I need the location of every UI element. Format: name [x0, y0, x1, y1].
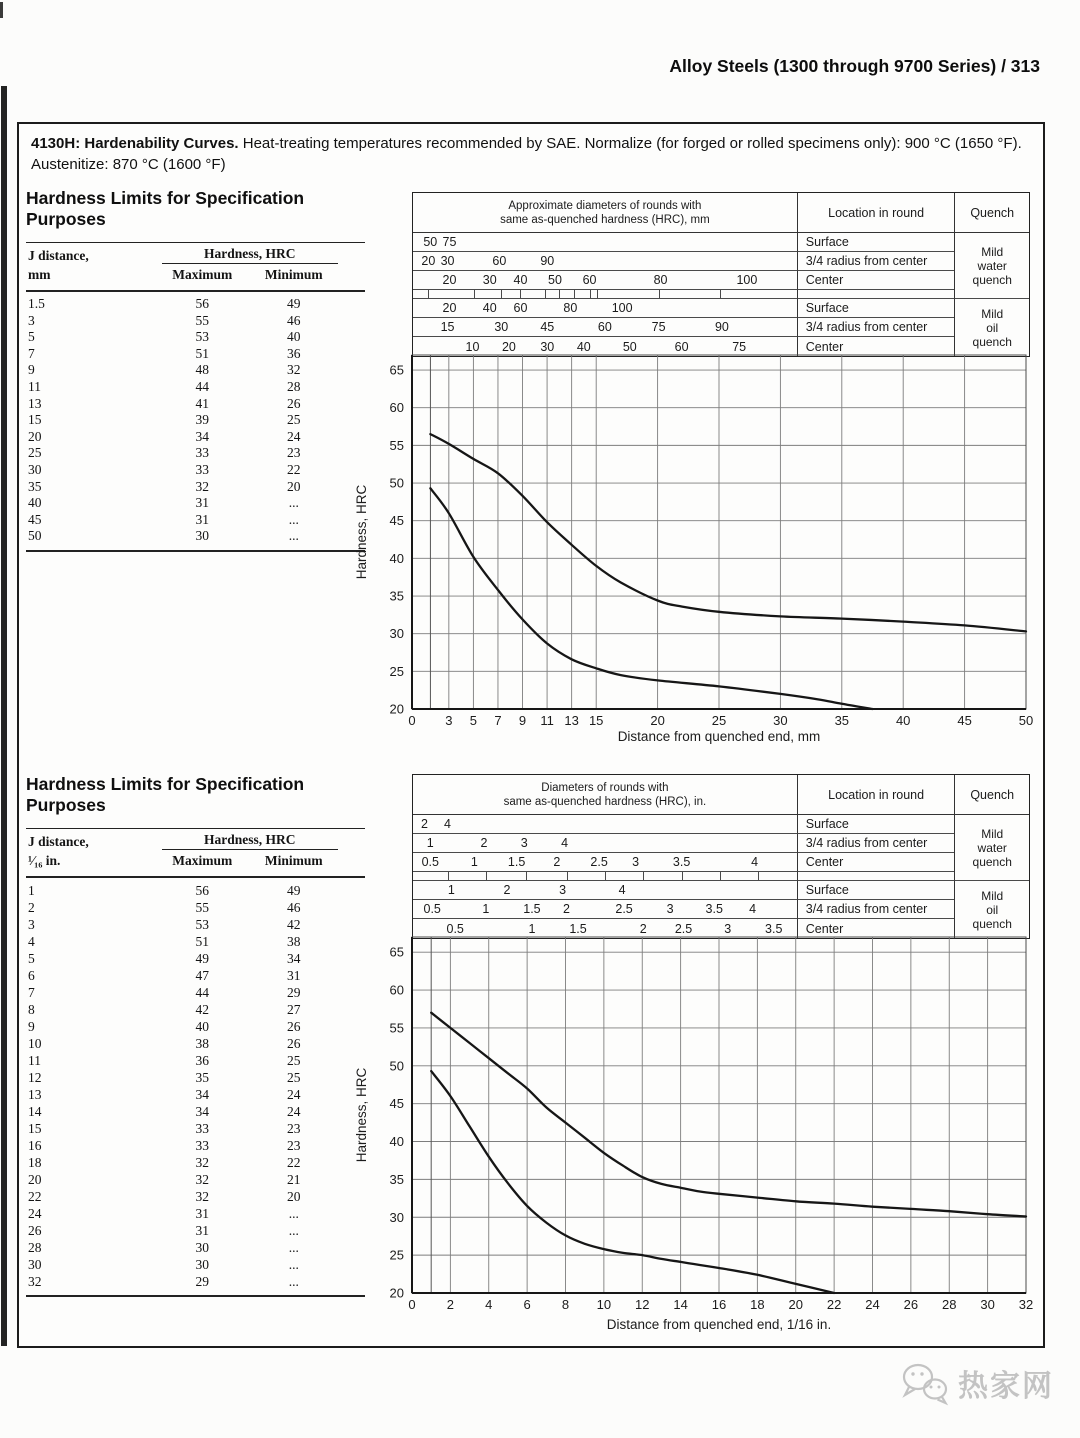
- diameter-value: 60: [492, 254, 507, 268]
- diameter-value: 60: [597, 320, 612, 334]
- x-tick-label: 25: [711, 713, 727, 728]
- x-tick-label: 22: [826, 1297, 842, 1312]
- x-tick-label: 20: [788, 1297, 803, 1312]
- diameter-value: 3.5: [765, 921, 783, 936]
- spec-table-row: 3 53 42: [28, 917, 301, 932]
- y-tick-label: 65: [389, 944, 404, 960]
- col-group-hardness: Hardness, HRC: [162, 246, 338, 264]
- spec-table-row: 2 55 46: [28, 900, 301, 915]
- diameter-value: 3.5: [705, 902, 723, 916]
- diameter-scale-row: [413, 271, 797, 290]
- figure-title-description: Heat-treating temperatures recommended by SAE. Normalize (for forged or rolled specimens only): 900 °C (1650 °F). Austenitize: 870 °C (1600 °F): [31, 135, 1022, 173]
- col-header-unit: mm: [28, 267, 51, 282]
- scale-table-in: [412, 774, 1030, 939]
- x-axis-title: Distance from quenched end, mm: [617, 729, 821, 744]
- location-label: Surface: [797, 815, 955, 834]
- diameter-value: 90: [714, 320, 729, 334]
- diameter-value: 4: [751, 855, 759, 869]
- x-tick-label: 10: [596, 1297, 612, 1312]
- location-label: Surface: [797, 299, 955, 318]
- diameter-value: 30: [540, 339, 555, 354]
- diameter-value: 45: [540, 320, 555, 334]
- location-label: Surface: [797, 233, 955, 252]
- spec-table-row: 13 41 26: [28, 395, 301, 411]
- maximum-curve: [430, 434, 1026, 631]
- diameter-value: 2.5: [674, 921, 693, 936]
- diameter-value: 30: [494, 320, 509, 334]
- location-label: Center: [797, 919, 955, 938]
- water-quench-label: Mild water quench: [954, 815, 1029, 881]
- diameter-value: 2: [553, 855, 561, 869]
- diameters-header: Diameters of rounds with same as-quenched hardness (HRC), in.: [413, 775, 797, 815]
- col-header-maximum: Maximum: [172, 853, 233, 868]
- spec-table-header: [26, 243, 365, 292]
- y-tick-label: 55: [389, 437, 404, 453]
- spec-table-row: 12 35 25: [28, 1070, 301, 1085]
- diameter-value: 4: [561, 836, 569, 850]
- diameter-value: 20: [501, 339, 516, 354]
- spec-table-row: 9 40 26: [28, 1019, 301, 1034]
- spec-table-row: 15 33 23: [28, 1121, 301, 1136]
- x-tick-label: 6: [523, 1297, 531, 1312]
- diameter-value: 100: [611, 301, 633, 315]
- diameter-value: 2: [563, 902, 570, 916]
- x-tick-label: 28: [942, 1297, 957, 1312]
- location-header: Location in round: [797, 775, 955, 815]
- col-header-jdistance: J distance,: [28, 834, 89, 849]
- diameter-value: 2.5: [615, 902, 633, 916]
- y-axis-title: Hardness, HRC: [354, 1067, 369, 1163]
- diameter-value: 4: [444, 817, 452, 831]
- spec-table-row: 9 48 32: [28, 362, 301, 378]
- hardenability-chart-mm: [350, 347, 1046, 751]
- spec-table-row: 30 30 ...: [28, 1257, 299, 1272]
- diameter-scale-row: [413, 834, 797, 853]
- figure-title-designation: 4130H: Hardenability Curves.: [31, 135, 239, 152]
- y-tick-label: 50: [389, 1058, 404, 1074]
- y-tick-label: 50: [389, 475, 404, 491]
- y-tick-label: 30: [389, 626, 404, 642]
- location-header: Location in round: [797, 193, 955, 233]
- diameter-value: 2: [480, 836, 488, 850]
- diameter-scale-row: [413, 881, 797, 900]
- diameter-value: 50: [423, 235, 438, 249]
- diameters-header: Approximate diameters of rounds with same as-quenched hardness (HRC), mm: [413, 193, 797, 233]
- y-tick-label: 25: [389, 1247, 404, 1263]
- x-tick-label: 11: [540, 713, 554, 728]
- y-tick-label: 65: [389, 362, 404, 378]
- x-tick-label: 15: [588, 713, 604, 728]
- oil-quench-label: Mild oil quench: [954, 299, 1029, 356]
- diameter-value: 30: [440, 254, 455, 268]
- spec-table-row: 26 31 ...: [28, 1223, 299, 1238]
- spec-table-row: 5 53 40: [28, 329, 301, 345]
- location-label: 3/4 radius from center: [797, 252, 955, 271]
- col-group-hardness: Hardness, HRC: [162, 832, 338, 850]
- x-tick-label: 40: [895, 713, 911, 728]
- spec-table-row: 20 34 24: [28, 428, 301, 444]
- quench-header: Quench: [954, 775, 1029, 815]
- spec-table-row: 22 32 20: [28, 1189, 301, 1204]
- spec-table-row: 35 32 20: [28, 478, 301, 494]
- diameter-value: 1: [426, 836, 434, 850]
- spec-heading-in: Hardness Limits for Specification Purposes: [26, 774, 305, 815]
- spec-table-row: 1.5 56 49: [28, 296, 301, 311]
- diameter-value: 2: [421, 817, 428, 831]
- diameter-value: 60: [582, 273, 597, 287]
- spec-table-row: 14 34 24: [28, 1104, 301, 1119]
- figure-box: [17, 122, 1045, 1348]
- y-tick-label: 20: [389, 701, 404, 717]
- diameter-value: 40: [576, 339, 591, 354]
- spec-table-row: 40 31 ...: [28, 495, 299, 511]
- col-header-unit: ¹⁄₁₆ in.: [28, 853, 61, 868]
- x-tick-label: 13: [564, 713, 579, 728]
- ruler-spacer: [797, 872, 955, 881]
- y-tick-label: 40: [389, 550, 404, 566]
- spec-table-row: 32 29 ...: [28, 1274, 299, 1289]
- location-label: 3/4 radius from center: [797, 900, 955, 919]
- diameter-value: 60: [513, 301, 528, 315]
- y-tick-label: 35: [389, 588, 404, 604]
- diameter-value: 3.5: [672, 855, 691, 869]
- chat-bubbles-icon: [898, 1360, 952, 1406]
- col-header-minimum: Minimum: [264, 853, 323, 868]
- location-label: 3/4 radius from center: [797, 318, 955, 337]
- y-tick-label: 25: [389, 663, 404, 679]
- diameter-value: 50: [548, 273, 562, 287]
- spec-table-row: 24 31 ...: [28, 1206, 299, 1221]
- scale-ruler: [413, 872, 797, 881]
- diameter-scale-row: [413, 299, 797, 318]
- diameter-scale-row: [413, 252, 797, 271]
- scan-corner-mark: [0, 2, 3, 18]
- spec-table-row: 16 33 23: [28, 1138, 301, 1153]
- x-tick-label: 26: [903, 1297, 919, 1312]
- oil-quench-label: Mild oil quench: [954, 881, 1029, 938]
- diameter-value: 3: [666, 902, 674, 916]
- diameter-scale-row: [413, 318, 797, 337]
- maximum-curve: [431, 1013, 1026, 1217]
- col-header-jdistance: J distance,: [28, 248, 89, 263]
- hardenability-chart-in: [350, 931, 1046, 1343]
- watermark: [898, 1360, 1054, 1406]
- x-tick-label: 0: [408, 1297, 416, 1312]
- diameter-value: 2: [503, 883, 511, 897]
- diameter-scale-row: [413, 900, 797, 919]
- watermark-text: 热家网: [958, 1370, 1054, 1403]
- diameter-value: 3: [632, 855, 640, 869]
- diameter-value: 2: [639, 921, 647, 936]
- x-axis-title: Distance from quenched end, 1/16 in.: [606, 1317, 832, 1332]
- spec-table-row: 8 42 27: [28, 1002, 301, 1017]
- minimum-curve: [431, 1071, 834, 1293]
- diameter-value: 1: [528, 921, 536, 936]
- spec-table-row: 18 32 22: [28, 1155, 301, 1170]
- spec-table-row: 10 38 26: [28, 1036, 301, 1051]
- diameter-value: 0.5: [423, 902, 441, 916]
- spec-table-row: 11 44 28: [28, 378, 301, 394]
- spec-table-row: 50 30 ...: [28, 528, 299, 544]
- spec-table-row: 13 34 24: [28, 1087, 301, 1102]
- spec-table-row: 1 56 49: [28, 883, 301, 898]
- scan-edge-artifact: [1, 86, 7, 1346]
- spec-table-row: 3 55 46: [28, 312, 301, 328]
- spec-table-row: 15 39 25: [28, 412, 301, 428]
- diameter-value: 40: [482, 301, 497, 315]
- spec-heading-mm: Hardness Limits for Specification Purposes: [26, 188, 305, 229]
- y-tick-label: 60: [389, 400, 404, 416]
- diameter-value: 1: [482, 902, 490, 916]
- y-tick-label: 45: [389, 1096, 404, 1112]
- location-label: 3/4 radius from center: [797, 834, 955, 853]
- spec-table-row: 30 33 22: [28, 461, 301, 477]
- spec-table-in: [26, 828, 365, 1297]
- location-label: Center: [797, 271, 955, 290]
- x-tick-label: 32: [1018, 1297, 1034, 1312]
- diameter-value: 4: [618, 883, 626, 897]
- spec-table-row: 5 49 34: [28, 951, 301, 966]
- y-tick-label: 55: [389, 1020, 404, 1036]
- x-tick-label: 4: [485, 1297, 493, 1312]
- y-tick-label: 60: [389, 982, 404, 998]
- spec-table-row: 7 51 36: [28, 345, 301, 361]
- location-label: Surface: [797, 881, 955, 900]
- diameter-value: 40: [513, 273, 528, 287]
- x-tick-label: 12: [635, 1297, 650, 1312]
- diameter-scale-row: [413, 233, 797, 252]
- diameter-value: 90: [540, 254, 555, 268]
- spec-table-header: [26, 829, 365, 878]
- x-tick-label: 3: [445, 713, 453, 728]
- col-header-minimum: Minimum: [264, 267, 323, 282]
- diameter-value: 1.5: [569, 921, 587, 936]
- x-tick-label: 5: [469, 713, 478, 728]
- spec-table-mm: [26, 242, 365, 552]
- y-tick-label: 30: [389, 1209, 404, 1225]
- x-tick-label: 45: [957, 713, 972, 728]
- x-tick-label: 30: [773, 713, 788, 728]
- diameter-value: 0.5: [446, 921, 464, 936]
- diameter-value: 3: [724, 921, 732, 936]
- spec-table-row: 28 30 ...: [28, 1240, 299, 1255]
- diameter-value: 3: [559, 883, 567, 897]
- quench-header: Quench: [954, 193, 1029, 233]
- spec-table-row: 6 47 31: [28, 968, 301, 983]
- scale-table-mm: [412, 192, 1030, 357]
- diameter-value: 15: [440, 320, 455, 334]
- x-tick-label: 2: [446, 1297, 454, 1312]
- diameter-scale-row: [413, 815, 797, 834]
- diameter-value: 20: [421, 254, 436, 268]
- x-tick-label: 24: [865, 1297, 880, 1312]
- y-axis-title: Hardness, HRC: [354, 484, 369, 580]
- diameter-value: 3: [520, 836, 528, 850]
- y-tick-label: 45: [389, 513, 404, 529]
- x-tick-label: 18: [750, 1297, 765, 1312]
- x-tick-label: 0: [408, 713, 416, 728]
- diameter-value: 10: [465, 339, 480, 354]
- diameter-value: 80: [563, 301, 578, 315]
- scale-ruler: [413, 290, 797, 299]
- location-label: Center: [797, 853, 955, 872]
- x-tick-label: 9: [518, 713, 527, 728]
- diameter-value: 100: [736, 273, 758, 287]
- diameter-value: 1.5: [507, 855, 526, 869]
- y-tick-label: 20: [389, 1285, 404, 1301]
- diameter-scale-row: [413, 853, 797, 872]
- ruler-spacer: [797, 290, 955, 299]
- spec-table-row: 45 31 ...: [28, 511, 299, 527]
- x-tick-label: 14: [673, 1297, 688, 1312]
- spec-table-row: 11 36 25: [28, 1053, 301, 1068]
- col-header-maximum: Maximum: [172, 267, 233, 282]
- diameter-value: 75: [442, 235, 457, 249]
- x-tick-label: 50: [1018, 713, 1034, 728]
- x-tick-label: 20: [650, 713, 665, 728]
- diameter-value: 75: [732, 339, 747, 354]
- running-head: Alloy Steels (1300 through 9700 Series) / 313: [669, 56, 1040, 76]
- spec-table-row: 20 32 21: [28, 1172, 301, 1187]
- diameter-value: 1: [470, 855, 478, 869]
- diameter-value: 60: [674, 339, 689, 354]
- diameter-value: 1: [447, 883, 455, 897]
- diameter-value: 50: [622, 339, 637, 354]
- location-label: Center: [797, 337, 955, 356]
- diameter-value: 4: [749, 902, 757, 916]
- spec-table-row: 7 44 29: [28, 985, 301, 1000]
- diameter-value: 2.5: [590, 855, 608, 869]
- diameter-value: 20: [442, 273, 457, 287]
- x-tick-label: 30: [980, 1297, 995, 1312]
- x-tick-label: 16: [711, 1297, 727, 1312]
- x-tick-label: 35: [834, 713, 850, 728]
- x-tick-label: 7: [494, 713, 502, 728]
- x-tick-label: 8: [561, 1297, 570, 1312]
- y-tick-label: 40: [389, 1134, 404, 1150]
- diameter-value: 0.5: [421, 855, 439, 869]
- figure-title: [31, 133, 1029, 175]
- spec-table-row: 4 51 38: [28, 934, 301, 949]
- water-quench-label: Mild water quench: [954, 233, 1029, 299]
- diameter-value: 30: [482, 273, 497, 287]
- y-tick-label: 35: [389, 1171, 404, 1187]
- diameter-value: 20: [442, 301, 457, 315]
- diameter-value: 75: [651, 320, 666, 334]
- diameter-value: 80: [653, 273, 668, 287]
- spec-table-row: 25 33 23: [28, 445, 301, 461]
- diameter-value: 1.5: [523, 902, 541, 916]
